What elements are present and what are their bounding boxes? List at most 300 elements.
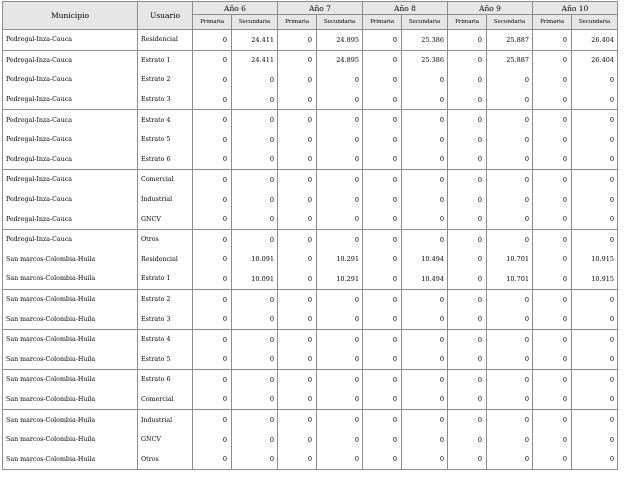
- header-year: Año 7: [278, 2, 363, 15]
- primaria-value-cell: 0: [448, 70, 487, 90]
- primaria-value-cell: 0: [533, 130, 572, 150]
- usuario-cell: Estrato 6: [138, 150, 193, 170]
- primaria-value-cell: 0: [448, 229, 487, 249]
- primaria-value-cell: 0: [193, 430, 232, 450]
- primaria-value-cell: 0: [193, 190, 232, 210]
- usuario-cell: Estrato 1: [138, 269, 193, 289]
- primaria-value-cell: 0: [448, 209, 487, 229]
- primaria-value-cell: 0: [363, 410, 402, 430]
- secundaria-value-cell: 0: [232, 329, 278, 349]
- primaria-value-cell: 0: [448, 410, 487, 430]
- primaria-value-cell: 0: [193, 250, 232, 270]
- secundaria-value-cell: 0: [232, 209, 278, 229]
- secundaria-value-cell: 26.404: [572, 30, 618, 51]
- primaria-value-cell: 0: [278, 309, 317, 329]
- primaria-value-cell: 0: [193, 449, 232, 469]
- municipio-cell: San marcos-Colombia-Huila: [3, 329, 138, 349]
- primaria-value-cell: 0: [448, 130, 487, 150]
- secundaria-value-cell: 24.895: [317, 30, 363, 51]
- primaria-value-cell: 0: [193, 229, 232, 249]
- table-row: [3, 329, 618, 349]
- secundaria-value-cell: 0: [317, 329, 363, 349]
- usuario-cell: Otros: [138, 449, 193, 469]
- secundaria-value-cell: 0: [317, 350, 363, 370]
- usuario-cell: Estrato 1: [138, 50, 193, 70]
- usuario-cell: Estrato 4: [138, 329, 193, 349]
- primaria-value-cell: 0: [363, 229, 402, 249]
- primaria-value-cell: 0: [448, 190, 487, 210]
- table-row: [3, 449, 618, 469]
- primaria-value-cell: 0: [363, 170, 402, 190]
- secundaria-value-cell: 10.701: [487, 269, 533, 289]
- secundaria-value-cell: 0: [232, 350, 278, 370]
- primaria-value-cell: 0: [278, 30, 317, 51]
- secundaria-value-cell: 0: [402, 130, 448, 150]
- secundaria-value-cell: 0: [402, 209, 448, 229]
- primaria-value-cell: 0: [448, 170, 487, 190]
- secundaria-value-cell: 0: [317, 70, 363, 90]
- usuario-cell: Estrato 5: [138, 350, 193, 370]
- usuario-cell: Residencial: [138, 250, 193, 270]
- primaria-value-cell: 0: [533, 150, 572, 170]
- secundaria-value-cell: 0: [317, 229, 363, 249]
- primaria-value-cell: 0: [448, 350, 487, 370]
- municipio-cell: Pedregal-Inza-Cauca: [3, 70, 138, 90]
- primaria-value-cell: 0: [278, 449, 317, 469]
- projection-table: [2, 1, 618, 470]
- primaria-value-cell: 0: [278, 410, 317, 430]
- header-primaria: Primaria: [193, 15, 232, 30]
- secundaria-value-cell: 0: [402, 229, 448, 249]
- usuario-cell: Estrato 6: [138, 370, 193, 390]
- primaria-value-cell: 0: [533, 250, 572, 270]
- secundaria-value-cell: 25.887: [487, 30, 533, 51]
- secundaria-value-cell: 0: [487, 150, 533, 170]
- secundaria-value-cell: 10.091: [232, 250, 278, 270]
- secundaria-value-cell: 10.494: [402, 269, 448, 289]
- primaria-value-cell: 0: [278, 370, 317, 390]
- secundaria-value-cell: 0: [232, 449, 278, 469]
- secundaria-value-cell: 0: [402, 70, 448, 90]
- primaria-value-cell: 0: [363, 190, 402, 210]
- secundaria-value-cell: 0: [572, 370, 618, 390]
- header-secundaria: Secundaria: [232, 15, 278, 30]
- primaria-value-cell: 0: [193, 289, 232, 309]
- secundaria-value-cell: 0: [232, 70, 278, 90]
- primaria-value-cell: 0: [533, 329, 572, 349]
- municipio-cell: Pedregal-Inza-Cauca: [3, 30, 138, 51]
- secundaria-value-cell: 0: [402, 430, 448, 450]
- municipio-cell: Pedregal-Inza-Cauca: [3, 130, 138, 150]
- primaria-value-cell: 0: [448, 329, 487, 349]
- secundaria-value-cell: 0: [232, 390, 278, 410]
- primaria-value-cell: 0: [363, 250, 402, 270]
- table-row: [3, 410, 618, 430]
- secundaria-value-cell: 0: [487, 309, 533, 329]
- secundaria-value-cell: 0: [402, 410, 448, 430]
- secundaria-value-cell: 0: [317, 170, 363, 190]
- municipio-cell: Pedregal-Inza-Cauca: [3, 190, 138, 210]
- primaria-value-cell: 0: [278, 250, 317, 270]
- primaria-value-cell: 0: [533, 209, 572, 229]
- usuario-cell: Estrato 2: [138, 289, 193, 309]
- table-row: [3, 350, 618, 370]
- primaria-value-cell: 0: [278, 209, 317, 229]
- primaria-value-cell: 0: [448, 390, 487, 410]
- primaria-value-cell: 0: [278, 350, 317, 370]
- primaria-value-cell: 0: [448, 150, 487, 170]
- table-row: [3, 390, 618, 410]
- primaria-value-cell: 0: [533, 70, 572, 90]
- primaria-value-cell: 0: [193, 70, 232, 90]
- secundaria-value-cell: 0: [572, 209, 618, 229]
- secundaria-value-cell: 0: [572, 289, 618, 309]
- primaria-value-cell: 0: [278, 329, 317, 349]
- primaria-value-cell: 0: [278, 390, 317, 410]
- primaria-value-cell: 0: [533, 309, 572, 329]
- secundaria-value-cell: 0: [487, 110, 533, 130]
- municipio-cell: San marcos-Colombia-Huila: [3, 410, 138, 430]
- header-primaria: Primaria: [448, 15, 487, 30]
- table-row: [3, 309, 618, 329]
- municipio-cell: Pedregal-Inza-Cauca: [3, 110, 138, 130]
- primaria-value-cell: 0: [193, 329, 232, 349]
- secundaria-value-cell: 0: [402, 449, 448, 469]
- secundaria-value-cell: 24.411: [232, 30, 278, 51]
- secundaria-value-cell: 0: [487, 289, 533, 309]
- table-row: [3, 90, 618, 110]
- secundaria-value-cell: 0: [402, 110, 448, 130]
- secundaria-value-cell: 0: [572, 90, 618, 110]
- table-row: [3, 190, 618, 210]
- primaria-value-cell: 0: [278, 170, 317, 190]
- secundaria-value-cell: 0: [402, 350, 448, 370]
- secundaria-value-cell: 0: [487, 449, 533, 469]
- secundaria-value-cell: 0: [572, 70, 618, 90]
- secundaria-value-cell: 0: [487, 90, 533, 110]
- secundaria-value-cell: 0: [402, 329, 448, 349]
- usuario-cell: Estrato 4: [138, 110, 193, 130]
- secundaria-value-cell: 0: [487, 170, 533, 190]
- header-primaria: Primaria: [533, 15, 572, 30]
- primaria-value-cell: 0: [533, 410, 572, 430]
- secundaria-value-cell: 0: [487, 430, 533, 450]
- primaria-value-cell: 0: [193, 110, 232, 130]
- primaria-value-cell: 0: [278, 50, 317, 70]
- secundaria-value-cell: 25.887: [487, 50, 533, 70]
- secundaria-value-cell: 0: [572, 309, 618, 329]
- primaria-value-cell: 0: [363, 130, 402, 150]
- secundaria-value-cell: 0: [572, 110, 618, 130]
- primaria-value-cell: 0: [533, 110, 572, 130]
- municipio-cell: San marcos-Colombia-Huila: [3, 350, 138, 370]
- primaria-value-cell: 0: [193, 30, 232, 51]
- table-row: [3, 110, 618, 130]
- primaria-value-cell: 0: [533, 229, 572, 249]
- secundaria-value-cell: 0: [232, 90, 278, 110]
- primaria-value-cell: 0: [193, 350, 232, 370]
- primaria-value-cell: 0: [193, 410, 232, 430]
- table-row: [3, 370, 618, 390]
- secundaria-value-cell: 0: [487, 390, 533, 410]
- secundaria-value-cell: 10.701: [487, 250, 533, 270]
- primaria-value-cell: 0: [448, 110, 487, 130]
- primaria-value-cell: 0: [363, 370, 402, 390]
- primaria-value-cell: 0: [193, 130, 232, 150]
- secundaria-value-cell: 0: [572, 449, 618, 469]
- secundaria-value-cell: 26.404: [572, 50, 618, 70]
- municipio-cell: Pedregal-Inza-Cauca: [3, 209, 138, 229]
- primaria-value-cell: 0: [278, 110, 317, 130]
- table-row: [3, 50, 618, 70]
- secundaria-value-cell: 0: [402, 289, 448, 309]
- usuario-cell: Estrato 3: [138, 90, 193, 110]
- secundaria-value-cell: 0: [402, 390, 448, 410]
- primaria-value-cell: 0: [278, 190, 317, 210]
- secundaria-value-cell: 0: [572, 350, 618, 370]
- secundaria-value-cell: 0: [487, 209, 533, 229]
- header-year: Año 6: [193, 2, 278, 15]
- secundaria-value-cell: 0: [402, 309, 448, 329]
- secundaria-value-cell: 0: [317, 309, 363, 329]
- secundaria-value-cell: 0: [572, 329, 618, 349]
- secundaria-value-cell: 0: [572, 150, 618, 170]
- municipio-cell: San marcos-Colombia-Huila: [3, 430, 138, 450]
- secundaria-value-cell: 0: [232, 289, 278, 309]
- primaria-value-cell: 0: [278, 150, 317, 170]
- secundaria-value-cell: 0: [487, 229, 533, 249]
- secundaria-value-cell: 0: [232, 229, 278, 249]
- header-year: Año 8: [363, 2, 448, 15]
- municipio-cell: San marcos-Colombia-Huila: [3, 309, 138, 329]
- secundaria-value-cell: 10.915: [572, 269, 618, 289]
- table-body: [3, 30, 618, 470]
- secundaria-value-cell: 0: [232, 410, 278, 430]
- secundaria-value-cell: 10.291: [317, 269, 363, 289]
- usuario-cell: Estrato 3: [138, 309, 193, 329]
- primaria-value-cell: 0: [448, 90, 487, 110]
- secundaria-value-cell: 0: [317, 370, 363, 390]
- usuario-cell: Otros: [138, 229, 193, 249]
- secundaria-value-cell: 0: [402, 190, 448, 210]
- usuario-cell: GNCV: [138, 209, 193, 229]
- table-row: [3, 269, 618, 289]
- secundaria-value-cell: 0: [402, 90, 448, 110]
- primaria-value-cell: 0: [448, 50, 487, 70]
- table-row: [3, 170, 618, 190]
- secundaria-value-cell: 0: [572, 229, 618, 249]
- primaria-value-cell: 0: [533, 390, 572, 410]
- primaria-value-cell: 0: [363, 390, 402, 410]
- primaria-value-cell: 0: [533, 50, 572, 70]
- usuario-cell: Residencial: [138, 30, 193, 51]
- primaria-value-cell: 0: [363, 309, 402, 329]
- primaria-value-cell: 0: [193, 90, 232, 110]
- primaria-value-cell: 0: [278, 90, 317, 110]
- secundaria-value-cell: 0: [572, 190, 618, 210]
- secundaria-value-cell: 0: [402, 170, 448, 190]
- secundaria-value-cell: 0: [317, 430, 363, 450]
- secundaria-value-cell: 0: [232, 150, 278, 170]
- primaria-value-cell: 0: [278, 269, 317, 289]
- secundaria-value-cell: 0: [232, 190, 278, 210]
- secundaria-value-cell: 0: [487, 350, 533, 370]
- secundaria-value-cell: 10.091: [232, 269, 278, 289]
- secundaria-value-cell: 10.494: [402, 250, 448, 270]
- primaria-value-cell: 0: [533, 30, 572, 51]
- table-row: [3, 30, 618, 51]
- secundaria-value-cell: 0: [487, 130, 533, 150]
- secundaria-value-cell: 25.386: [402, 30, 448, 51]
- header-year: Año 9: [448, 2, 533, 15]
- header-municipio: Municipio: [3, 2, 138, 30]
- table-row: [3, 130, 618, 150]
- secundaria-value-cell: 0: [232, 370, 278, 390]
- primaria-value-cell: 0: [363, 90, 402, 110]
- primaria-value-cell: 0: [533, 170, 572, 190]
- primaria-value-cell: 0: [448, 430, 487, 450]
- municipio-cell: San marcos-Colombia-Huila: [3, 269, 138, 289]
- primaria-value-cell: 0: [533, 430, 572, 450]
- primaria-value-cell: 0: [448, 269, 487, 289]
- primaria-value-cell: 0: [363, 150, 402, 170]
- primaria-value-cell: 0: [278, 70, 317, 90]
- secundaria-value-cell: 0: [317, 150, 363, 170]
- usuario-cell: Comercial: [138, 390, 193, 410]
- usuario-cell: GNCV: [138, 430, 193, 450]
- primaria-value-cell: 0: [193, 370, 232, 390]
- header-year: Año 10: [533, 2, 618, 15]
- primaria-value-cell: 0: [533, 449, 572, 469]
- header-secundaria: Secundaria: [572, 15, 618, 30]
- primaria-value-cell: 0: [193, 150, 232, 170]
- primaria-value-cell: 0: [363, 329, 402, 349]
- primaria-value-cell: 0: [533, 269, 572, 289]
- header-primaria: Primaria: [278, 15, 317, 30]
- secundaria-value-cell: 24.411: [232, 50, 278, 70]
- primaria-value-cell: 0: [278, 130, 317, 150]
- secundaria-value-cell: 0: [487, 190, 533, 210]
- secundaria-value-cell: 0: [402, 150, 448, 170]
- primaria-value-cell: 0: [363, 30, 402, 51]
- table-row: [3, 250, 618, 270]
- primaria-value-cell: 0: [448, 289, 487, 309]
- municipio-cell: San marcos-Colombia-Huila: [3, 390, 138, 410]
- primaria-value-cell: 0: [448, 370, 487, 390]
- primaria-value-cell: 0: [533, 190, 572, 210]
- municipio-cell: San marcos-Colombia-Huila: [3, 250, 138, 270]
- primaria-value-cell: 0: [363, 209, 402, 229]
- primaria-value-cell: 0: [278, 289, 317, 309]
- primaria-value-cell: 0: [193, 50, 232, 70]
- secundaria-value-cell: 0: [232, 130, 278, 150]
- municipio-cell: Pedregal-Inza-Cauca: [3, 90, 138, 110]
- secundaria-value-cell: 0: [572, 170, 618, 190]
- secundaria-value-cell: 10.915: [572, 250, 618, 270]
- secundaria-value-cell: 0: [572, 410, 618, 430]
- secundaria-value-cell: 0: [232, 170, 278, 190]
- primaria-value-cell: 0: [448, 449, 487, 469]
- primaria-value-cell: 0: [363, 269, 402, 289]
- primaria-value-cell: 0: [193, 309, 232, 329]
- usuario-cell: Estrato 5: [138, 130, 193, 150]
- municipio-cell: Pedregal-Inza-Cauca: [3, 150, 138, 170]
- primaria-value-cell: 0: [278, 430, 317, 450]
- primaria-value-cell: 0: [448, 250, 487, 270]
- secundaria-value-cell: 0: [487, 329, 533, 349]
- table-row: [3, 229, 618, 249]
- secundaria-value-cell: 0: [317, 190, 363, 210]
- header-secundaria: Secundaria: [402, 15, 448, 30]
- table-row: [3, 209, 618, 229]
- primaria-value-cell: 0: [448, 309, 487, 329]
- header-usuario: Usuario: [138, 2, 193, 30]
- usuario-cell: Industrial: [138, 410, 193, 430]
- table-row: [3, 70, 618, 90]
- primaria-value-cell: 0: [193, 269, 232, 289]
- primaria-value-cell: 0: [363, 350, 402, 370]
- secundaria-value-cell: 0: [232, 309, 278, 329]
- municipio-cell: San marcos-Colombia-Huila: [3, 449, 138, 469]
- secundaria-value-cell: 0: [317, 390, 363, 410]
- municipio-cell: San marcos-Colombia-Huila: [3, 370, 138, 390]
- header-primaria: Primaria: [363, 15, 402, 30]
- primaria-value-cell: 0: [363, 430, 402, 450]
- primaria-value-cell: 0: [533, 370, 572, 390]
- secundaria-value-cell: 0: [317, 209, 363, 229]
- secundaria-value-cell: 0: [317, 90, 363, 110]
- table-row: [3, 289, 618, 309]
- table-row: [3, 430, 618, 450]
- primaria-value-cell: 0: [533, 90, 572, 110]
- primaria-value-cell: 0: [363, 50, 402, 70]
- usuario-cell: Industrial: [138, 190, 193, 210]
- municipio-cell: San marcos-Colombia-Huila: [3, 289, 138, 309]
- secundaria-value-cell: 0: [317, 110, 363, 130]
- secundaria-value-cell: 0: [232, 430, 278, 450]
- municipio-cell: Pedregal-Inza-Cauca: [3, 170, 138, 190]
- municipio-cell: Pedregal-Inza-Cauca: [3, 229, 138, 249]
- secundaria-value-cell: 10.291: [317, 250, 363, 270]
- secundaria-value-cell: 25.386: [402, 50, 448, 70]
- primaria-value-cell: 0: [533, 350, 572, 370]
- secundaria-value-cell: 0: [317, 410, 363, 430]
- usuario-cell: Comercial: [138, 170, 193, 190]
- secundaria-value-cell: 0: [232, 110, 278, 130]
- primaria-value-cell: 0: [363, 110, 402, 130]
- primaria-value-cell: 0: [278, 229, 317, 249]
- usuario-cell: Estrato 2: [138, 70, 193, 90]
- secundaria-value-cell: 0: [487, 410, 533, 430]
- secundaria-value-cell: 0: [402, 370, 448, 390]
- primaria-value-cell: 0: [193, 209, 232, 229]
- secundaria-value-cell: 24.895: [317, 50, 363, 70]
- primaria-value-cell: 0: [193, 170, 232, 190]
- table-row: [3, 150, 618, 170]
- municipio-cell: Pedregal-Inza-Cauca: [3, 50, 138, 70]
- primaria-value-cell: 0: [363, 70, 402, 90]
- primaria-value-cell: 0: [363, 289, 402, 309]
- primaria-value-cell: 0: [363, 449, 402, 469]
- secundaria-value-cell: 0: [487, 70, 533, 90]
- secundaria-value-cell: 0: [317, 130, 363, 150]
- primaria-value-cell: 0: [448, 30, 487, 51]
- secundaria-value-cell: 0: [572, 430, 618, 450]
- primaria-value-cell: 0: [533, 289, 572, 309]
- secundaria-value-cell: 0: [572, 130, 618, 150]
- secundaria-value-cell: 0: [317, 289, 363, 309]
- primaria-value-cell: 0: [193, 390, 232, 410]
